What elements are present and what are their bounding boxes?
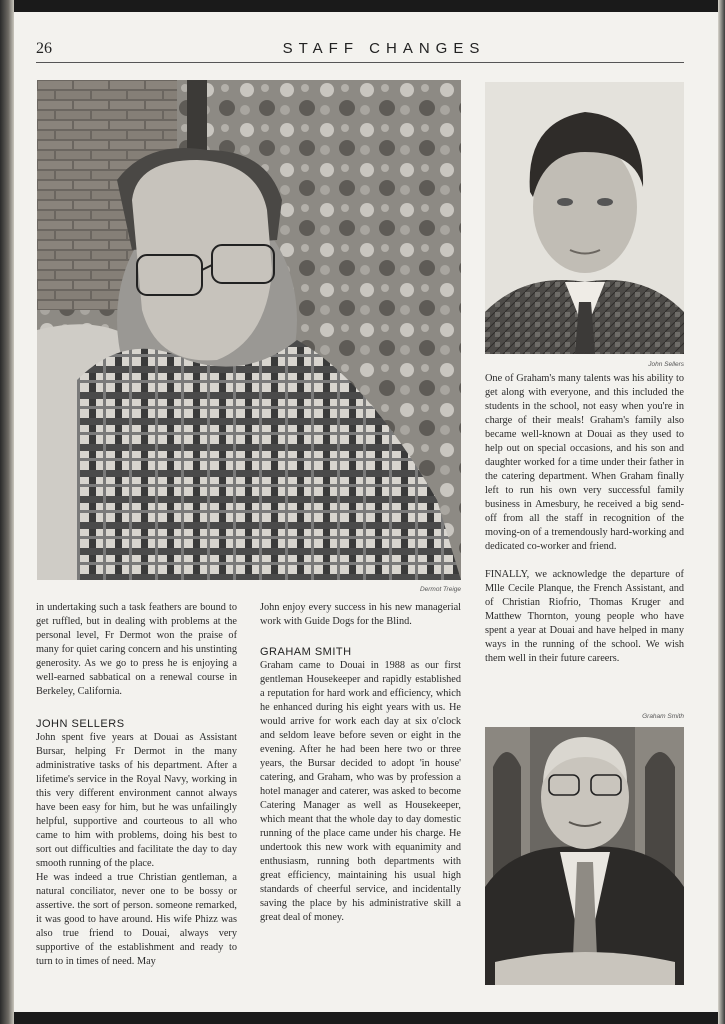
page-edge xyxy=(718,0,725,1024)
column-3 xyxy=(485,372,684,666)
photo-john-sellers xyxy=(485,82,684,354)
heading-graham-smith: GRAHAM SMITH xyxy=(260,646,352,658)
john-sellers-paragraph-1: John spent five years at Douai as Assistant Bursar, helping Fr Dermot in the many administrative tasks of his department. After a lifetime's service in the Royal Navy, working in this very different environment cannot always have been easy for him, but he was unfailingly helpful, supportive and courteous to all who came to him with problems, doing his best to sort out difficulties and facilitate the day to day smooth running of the place. xyxy=(36,732,237,869)
john-sellers-paragraph-2: He was indeed a true Christian gentleman, a natural conciliator, never one to be bossy or assertive. the sort of person. someone remarked, it was good to have around. His wife Phizz was also true friend to Douai, always very supportive of the establishment and ready to turn to in times of need. May xyxy=(36,872,237,967)
dermot-paragraph-end: in undertaking such a task feathers are bound to get ruffled, but in dealing with problems at the personal level, Fr Dermot won the praise of many for quiet caring concern and his unstinting generosity. As we go to press he is enjoying a well-earned sabbatical on a renewal course in Berkeley, California. xyxy=(36,602,237,697)
graham-smith-paragraph-2: One of Graham's many talents was his ability to get along with everyone, and this included the students in the school, not easy when you're in charge of their meals! Graham's family also became well-known at Douai as they used to help out on special occasions, and his son and daughter worked for a time under their father in the catering department. When Graham finally left to run his own very successful family business in Amesbury, he received a big send-off from all the staff in recognition of the moving-on of a tremendously hard-working and dedicated co-worker and friend. xyxy=(485,373,684,552)
page-number: 26 xyxy=(36,40,52,57)
column-2 xyxy=(260,601,461,925)
header-rule xyxy=(36,62,684,63)
book-spine xyxy=(0,0,14,1024)
john-sellers-paragraph-end: John enjoy every success in his new managerial work with Guide Dogs for the Blind. xyxy=(260,602,461,627)
photo-dermot-treige xyxy=(37,80,461,580)
graham-smith-paragraph: Graham came to Douai in 1988 as our first gentleman Housekeeper and rapidly established a reputation for hard work and efficiency, which he enhanced during his eight years with us. He would arrive for work each day at six o'clock and seldom leave before seven or eight in the evening. After he had been here two or three years, the Bursar decided to adopt 'in house' catering, and Graham, who was by profession a hotel manager and caterer, was asked to become Catering Manager as well as Housekeeper, which meant that the whole day to day domestic running of the place came under his charge. He undertook this new work with equanimity and enthusiasm, running both departments with great efficiency, maintaining his usual high standards of cheerful service, and incidentally saving the place by his administrative skill a great deal of money. xyxy=(260,660,461,923)
column-1 xyxy=(36,601,237,969)
caption-john: John Sellers xyxy=(648,361,684,368)
page xyxy=(14,12,718,1012)
heading-john-sellers: JOHN SELLERS xyxy=(36,718,125,730)
photo-graham-smith xyxy=(485,727,684,985)
running-title: STAFF CHANGES xyxy=(282,40,486,57)
caption-graham: Graham Smith xyxy=(642,713,684,720)
finally-paragraph: FINALLY, we acknowledge the departure of Mlle Cecile Planque, the French Assistant, and of Christian Riofrio, Thomas Kruger and Matthew Thornton, young people who have spent a year at Douai and have helped in many ways in the running of the school. We wish them well in their future careers. xyxy=(485,569,684,664)
caption-dermot: Dermot Treige xyxy=(419,586,461,593)
